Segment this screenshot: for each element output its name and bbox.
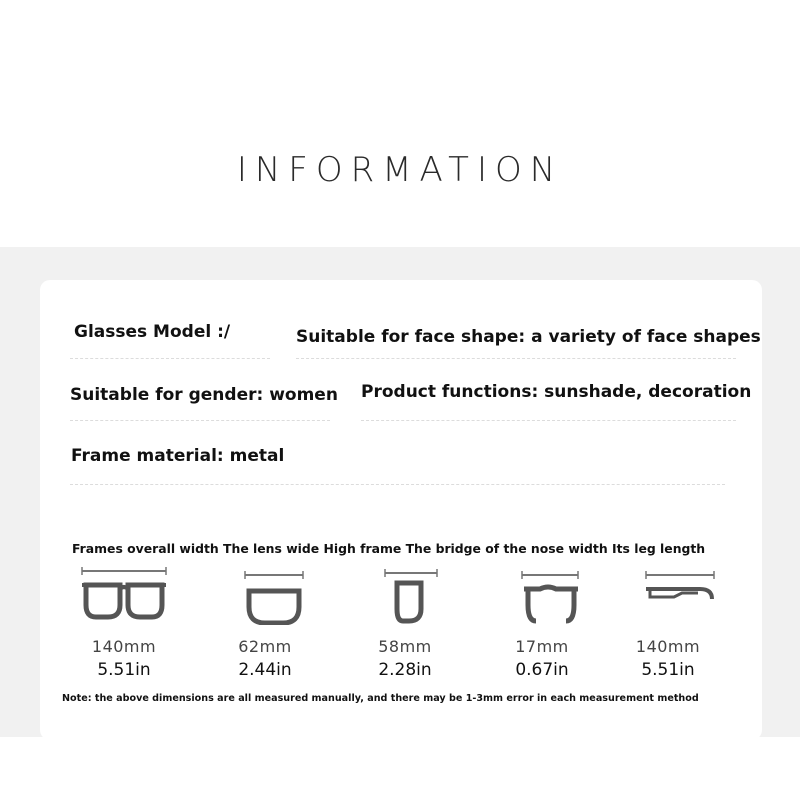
lens-width-inch: 2.44in [238, 660, 292, 680]
frame-height-inch: 2.28in [378, 660, 432, 680]
measurement-note: Note: the above dimensions are all measured manually, and there may be 1-3mm error in each measurement method [62, 693, 699, 704]
divider [70, 420, 330, 421]
dimension-item-leg-length [608, 565, 728, 680]
divider [70, 358, 270, 359]
temple-leg-icon [618, 565, 718, 625]
leg-length-inch: 5.51in [641, 660, 695, 680]
dimension-item-lens-width [205, 565, 325, 680]
page-title: INFORMATION [236, 150, 564, 190]
gender-label: Suitable for gender: women [70, 385, 338, 405]
dimension-item-nose-bridge [482, 565, 602, 680]
frame-height-mm: 58mm [378, 637, 432, 656]
divider [361, 420, 736, 421]
glasses-front-icon [74, 565, 174, 625]
frame-height-icon [355, 565, 455, 625]
divider [70, 484, 725, 485]
dimension-item-frame-height [345, 565, 465, 680]
dimensions-header: Frames overall width The lens wide High frame The bridge of the nose width Its leg length [72, 541, 706, 556]
frame-material-label: Frame material: metal [71, 446, 285, 466]
overall-width-mm: 140mm [91, 637, 157, 656]
dimension-item-overall-width [64, 565, 184, 680]
nose-bridge-inch: 0.67in [515, 660, 569, 680]
glasses-model-label: Glasses Model :/ [74, 322, 231, 342]
functions-label: Product functions: sunshade, decoration [361, 382, 752, 402]
nose-bridge-mm: 17mm [515, 637, 569, 656]
lens-width-icon [215, 565, 315, 625]
leg-length-mm: 140mm [635, 637, 701, 656]
lens-width-mm: 62mm [238, 637, 292, 656]
divider [296, 358, 736, 359]
face-shape-label: Suitable for face shape: a variety of face shapes [296, 327, 761, 347]
overall-width-inch: 5.51in [97, 660, 151, 680]
nose-bridge-icon [492, 565, 592, 625]
